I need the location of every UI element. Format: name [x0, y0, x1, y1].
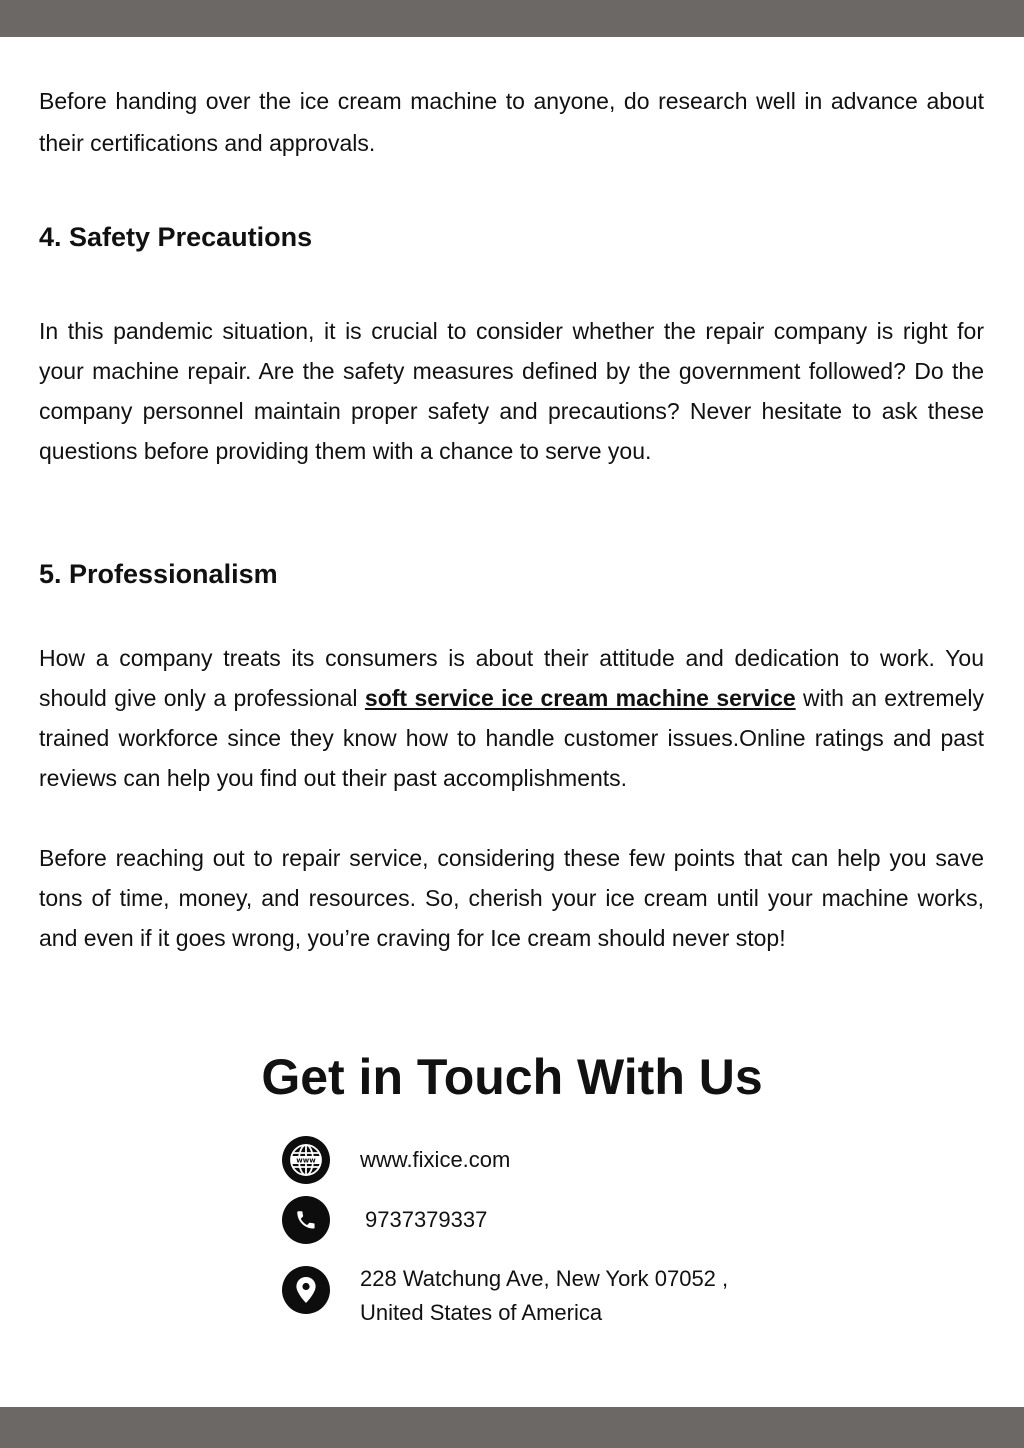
contact-address-line1: 228 Watchung Ave, New York 07052 ,: [360, 1266, 729, 1291]
intro-paragraph: Before handing over the ice cream machine to anyone, do research well in advance about their certifications and approvals.: [39, 88, 984, 156]
svg-text:www: www: [296, 1156, 316, 1165]
professionalism-text-before-link: How a company treats its consumers is about their attitude and dedication to work. You should give only a professional: [39, 645, 984, 711]
contact-title: Get in Touch With Us: [261, 1049, 763, 1105]
soft-service-machine-service-link[interactable]: soft service ice cream machine service: [364, 685, 796, 711]
professionalism-paragraph: [39, 638, 984, 798]
section-heading-safety-precautions: 4. Safety Precautions: [39, 222, 313, 252]
contact-phone-number[interactable]: 9737379337: [365, 1207, 488, 1232]
contact-address-line2: United States of America: [360, 1300, 603, 1325]
safety-precautions-paragraph: In this pandemic situation, it is crucial to consider whether the repair company is right for your machine repair. Are the safety measures defined by the government followed? Do the company personnel maintain proper safety and precautions? Never hesitate to ask these questions before providing them with a chance to serve you.: [39, 318, 984, 464]
professionalism-text-after-link: with an extremely trained workforce since they know how to handle customer issues.Online ratings and past reviews can help you find out their past accomplishments.: [39, 685, 984, 791]
location-pin-icon: [282, 1266, 330, 1314]
section-heading-professionalism: 5. Professionalism: [39, 559, 278, 589]
globe-www-icon: [282, 1136, 330, 1184]
contact-website-link[interactable]: www.fixice.com: [360, 1147, 511, 1172]
phone-icon: [282, 1196, 330, 1244]
footer-bar: [0, 1407, 1024, 1448]
closing-paragraph: Before reaching out to repair service, considering these few points that can help you save tons of time, money, and resources. So, cherish your ice cream until your machine works, and even if it goes wrong, you’re craving for Ice cream should never stop!: [39, 845, 984, 951]
header-bar: [0, 0, 1024, 37]
